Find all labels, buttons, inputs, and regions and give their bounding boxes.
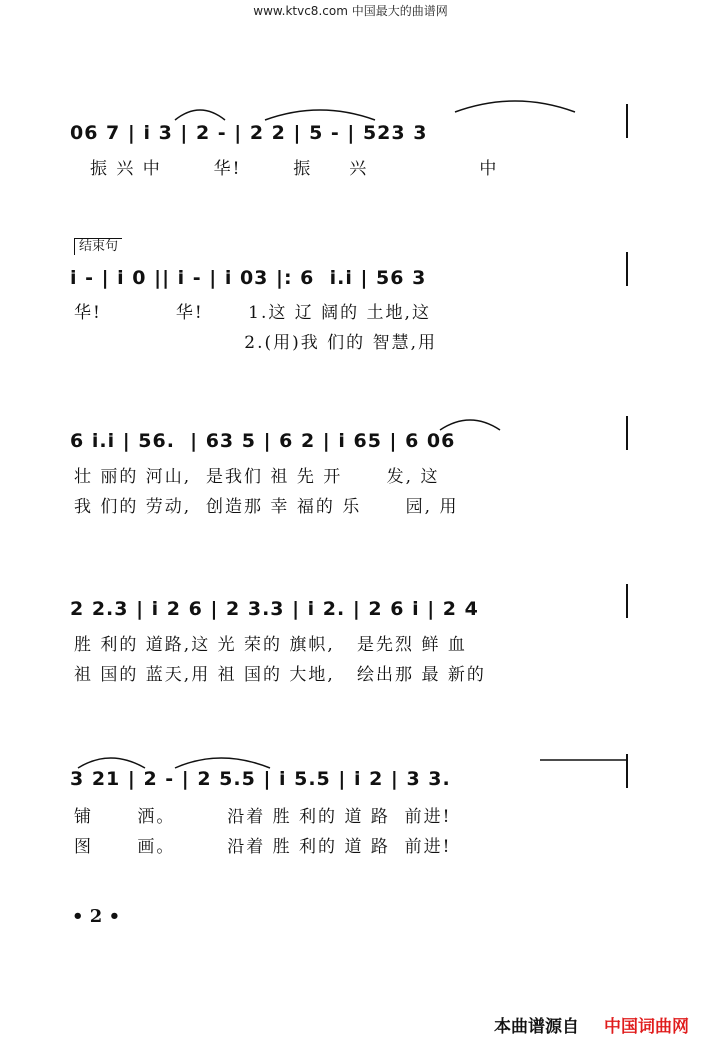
footer-source-text: 本曲谱源自: [494, 1017, 579, 1037]
notes-line-1: 06 7 | i 3 | 2 - | 2 2 | 5 - | 523 3: [70, 122, 428, 144]
lyrics-line-3b: 我 们的 劳动, 创造那 幸 福的 乐 园, 用: [74, 497, 459, 517]
notes-line-5: 3 21 | 2 - | 2 5.5 | i 5.5 | i 2 | 3 3.: [70, 768, 451, 790]
notes-line-3: 6 i.i | 56. | 63 5 | 6 2 | i 65 | 6 06: [70, 430, 456, 452]
header-site-text: www.ktvc8.com 中国最大的曲谱网: [253, 4, 448, 18]
lyrics-line-5b: 图 画。 沿着 胜 利的 道 路 前进!: [74, 837, 452, 857]
slur-arc: [0, 404, 701, 464]
lyrics-line-4b: 祖 国的 蓝天,用 祖 国的 大地, 绘出那 最 新的: [74, 665, 486, 685]
lyrics-line-2b: 2.(用)我 们的 智慧,用: [74, 333, 437, 353]
notes-line-2: i - | i 0 || i - | i 03 |: 6 i.i | 56 3: [70, 267, 427, 289]
lyrics-line-3a: 壮 丽的 河山, 是我们 祖 先 开 发, 这: [74, 467, 440, 487]
page-number: • 2 •: [72, 906, 121, 927]
lyrics-line-1: 振 兴 中 华! 振 兴 中: [90, 159, 499, 179]
slur-arc: [0, 742, 701, 802]
final-barline: [626, 584, 628, 618]
final-barline: [626, 252, 628, 286]
lyrics-line-4a: 胜 利的 道路,这 光 荣的 旗帜, 是先烈 鲜 血: [74, 635, 467, 655]
ending-marker: 结束句: [74, 238, 122, 255]
lyrics-line-2a: 华! 华! 1.这 辽 阔的 土地,这: [74, 303, 431, 323]
slur-arc: [0, 90, 701, 210]
final-barline: [626, 754, 628, 788]
footer-site-link[interactable]: 中国词曲网: [604, 1017, 689, 1037]
lyrics-line-5a: 铺 洒。 沿着 胜 利的 道 路 前进!: [74, 807, 452, 827]
final-barline: [626, 104, 628, 138]
notes-line-4: 2 2.3 | i 2 6 | 2 3.3 | i 2. | 2 6 i | 2 4: [70, 598, 479, 620]
final-barline: [626, 416, 628, 450]
